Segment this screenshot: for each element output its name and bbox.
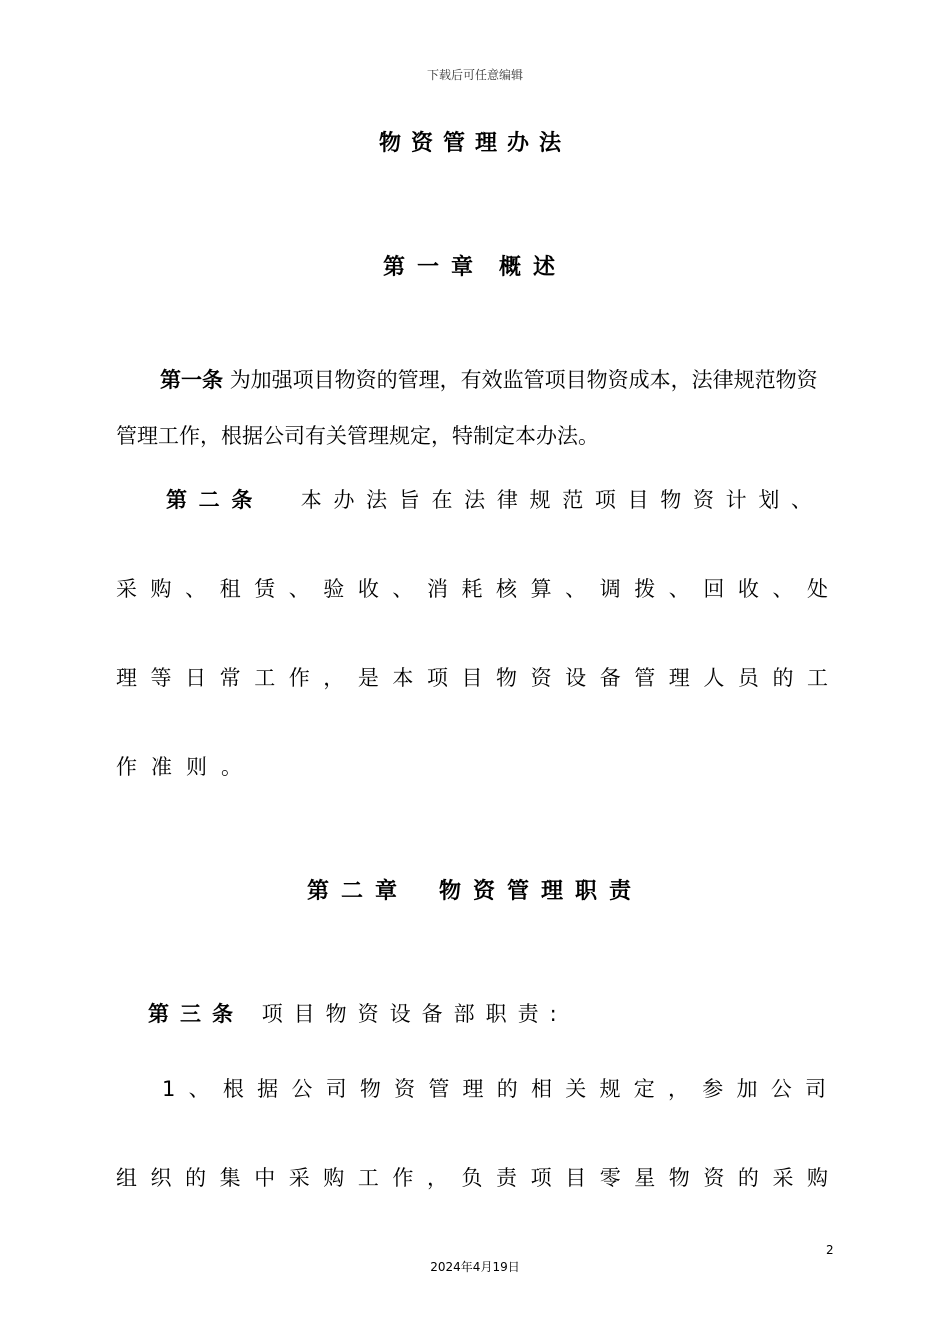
article-2-line-3: 理等日常工作，是本项目物资设备管理人员的工	[116, 666, 828, 690]
article-3	[148, 998, 568, 1028]
page-header: 下载后可任意编辑	[426, 68, 523, 82]
chapter-2-label: 第二章	[306, 879, 409, 904]
page-number: 2	[826, 1243, 834, 1257]
article-1-text: 为加强项目物资的管理，有效监管项目物资成本，法律规范物资管理工作，根据公司有关管理规定，特制定本办法。	[116, 368, 818, 448]
chapter-2-heading	[0, 874, 950, 905]
article-1	[116, 352, 836, 464]
item-1-line-1: 1、根据公司物资管理的相关规定，参加公司	[162, 1077, 826, 1101]
chapter-2-name: 物资管理职责	[439, 879, 644, 904]
article-1-lead: 第一条	[160, 368, 223, 392]
article-3-lead: 第三条	[148, 1002, 244, 1026]
footer-date: 2024年4月19日	[430, 1260, 520, 1274]
article-2-text-1: 本办法旨在法律规范项目物资计划、	[300, 488, 812, 512]
chapter-1-name: 概述	[499, 255, 568, 280]
document-title: 物资管理办法	[378, 131, 571, 156]
item-1-line-2: 组织的集中采购工作，负责项目零星物资的采购	[116, 1166, 828, 1190]
chapter-1-heading	[0, 250, 950, 281]
article-3-text: 项目物资设备部职责:	[261, 1002, 568, 1026]
article-2-line-4: 作准则。	[116, 755, 256, 779]
chapter-1-label: 第一章	[382, 255, 485, 280]
article-2-lead: 第二条	[166, 488, 265, 512]
article-2-line-2: 采购、租赁、验收、消耗核算、调拨、回收、处	[116, 577, 828, 601]
article-2-line-1	[166, 484, 812, 514]
